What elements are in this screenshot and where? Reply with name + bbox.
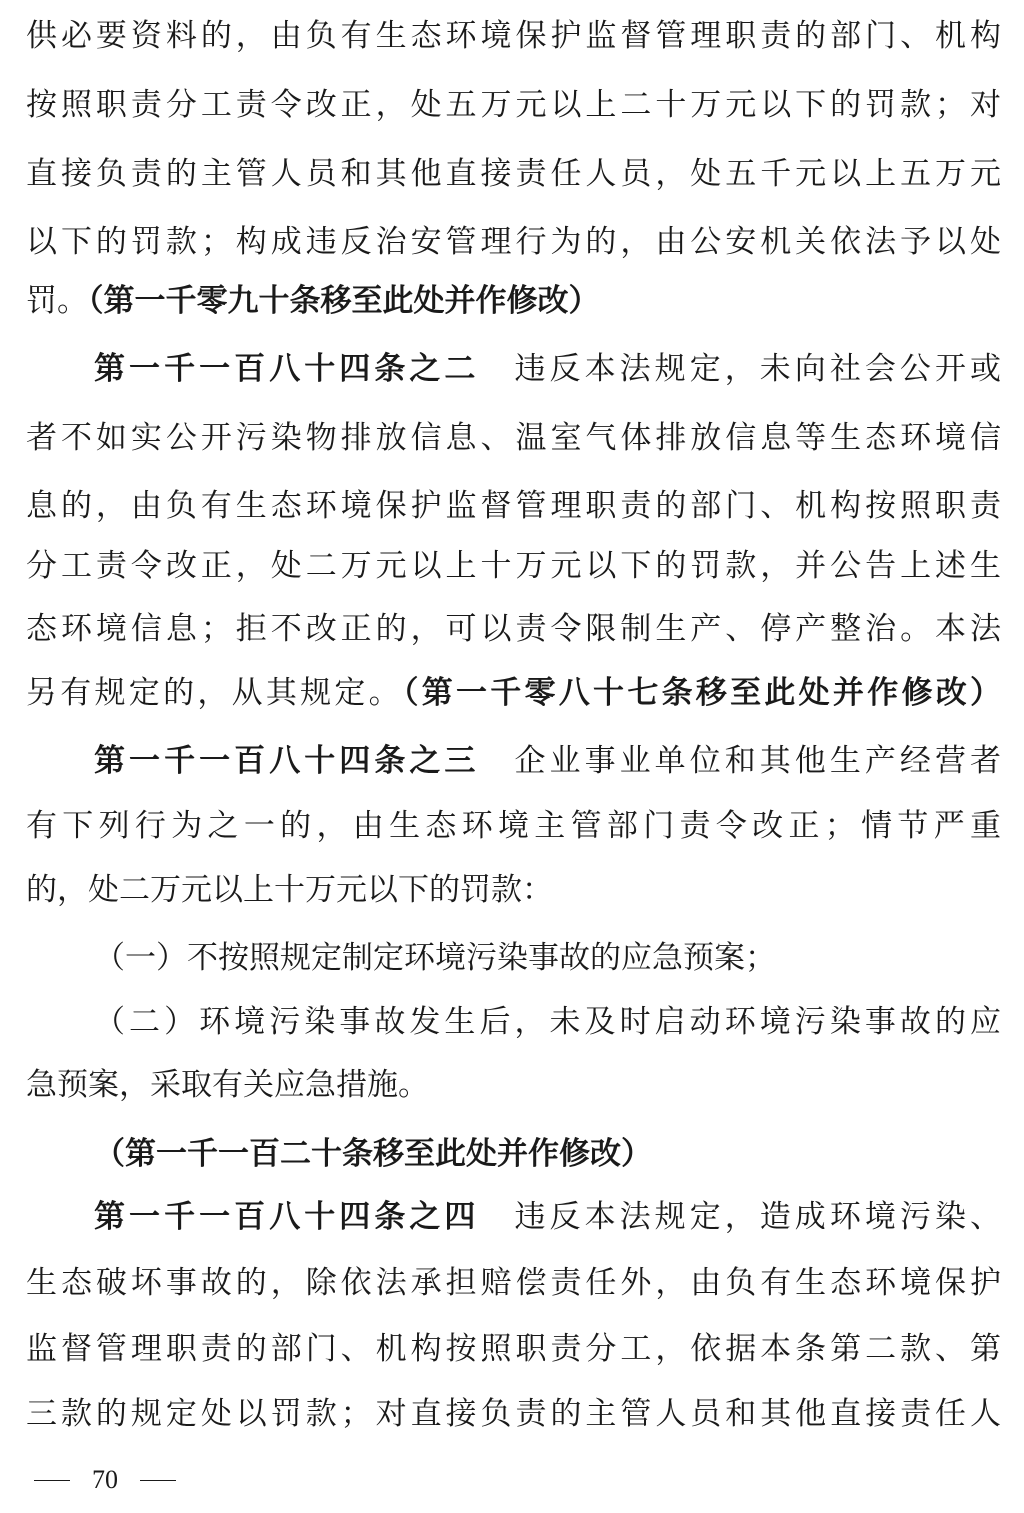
text-line [26, 8, 1001, 64]
line-text: 急预案，采取有关应急措施。 [26, 1067, 429, 1103]
line-text: 三款的规定处以罚款；对直接负责的主管人员和其他直接责任人 [26, 1396, 1001, 1432]
text-line [26, 798, 1001, 854]
line-text: 生态破坏事故的，除依法承担赔偿责任外，由负有生态环境保护 [26, 1265, 1001, 1301]
line-text: 另有规定的，从其规定。 [26, 675, 403, 711]
article-title: 第一千一百八十四条之二 [94, 351, 480, 387]
line-text: 态环境信息；拒不改正的，可以责令限制生产、停产整治。本法 [26, 611, 1001, 647]
line-text: （一）不按照规定制定环境污染事故的应急预案； [94, 940, 776, 976]
text-line [26, 77, 1001, 133]
line-text: 监督管理职责的部门、机构按照职责分工，依据本条第二款、第 [26, 1331, 1001, 1367]
text-line [26, 862, 1001, 918]
line-text: （二）环境污染事故发生后，未及时启动环境污染事故的应 [94, 1004, 1001, 1040]
amendment-note: （第一千一百二十条移至此处并作修改） [94, 1136, 652, 1172]
article-title: 第一千一百八十四条之三 [94, 743, 480, 779]
text-line [26, 538, 1001, 594]
line-text: 以下的罚款；构成违反治安管理行为的，由公安机关依法予以处 [26, 224, 1001, 260]
amendment-note: （第一千零八十七条移至此处并作修改） [402, 675, 1001, 711]
text-line [26, 665, 1001, 721]
article-heading-line [94, 341, 1001, 397]
article-heading-line [94, 1189, 1001, 1245]
article-heading-line [94, 733, 1001, 789]
text-line [26, 410, 1001, 466]
list-item [94, 994, 1001, 1050]
text-line [26, 146, 1001, 202]
line-text: 违反本法规定，未向社会公开或 [479, 351, 1001, 387]
amendment-note-line [94, 1126, 1001, 1182]
footer-dash-left [34, 1480, 70, 1481]
line-text: 罚。 [26, 283, 88, 319]
line-text: 者不如实公开污染物排放信息、温室气体排放信息等生态环境信 [26, 420, 1001, 456]
line-text: 息的，由负有生态环境保护监督管理职责的部门、机构按照职责 [26, 488, 1001, 524]
line-text: 直接负责的主管人员和其他直接责任人员，处五千元以上五万元 [26, 156, 1001, 192]
page-number: 70 [92, 1465, 118, 1494]
text-line [26, 273, 1001, 329]
line-text: 供必要资料的，由负有生态环境保护监督管理职责的部门、机构 [26, 18, 1001, 54]
text-line [26, 214, 1001, 270]
list-item [94, 930, 1001, 986]
line-text: 有下列行为之一的，由生态环境主管部门责令改正；情节严重 [26, 808, 1001, 844]
line-text: 企业事业单位和其他生产经营者 [479, 743, 1001, 779]
line-text: 的，处二万元以上十万元以下的罚款： [26, 872, 553, 908]
page-footer [34, 1460, 176, 1500]
line-text: 违反本法规定，造成环境污染、 [479, 1199, 1001, 1235]
article-title: 第一千一百八十四条之四 [94, 1199, 480, 1235]
footer-dash-right [140, 1480, 176, 1481]
line-text: 分工责令改正，处二万元以上十万元以下的罚款，并公告上述生 [26, 548, 1001, 584]
text-line [26, 1386, 1001, 1442]
text-line [26, 478, 1001, 534]
amendment-note: （第一千零九十条移至此处并作修改） [88, 283, 600, 319]
text-line [26, 1255, 1001, 1311]
line-text: 按照职责分工责令改正，处五万元以上二十万元以下的罚款；对 [26, 87, 1001, 123]
text-line [26, 601, 1001, 657]
text-line [26, 1321, 1001, 1377]
text-line [26, 1057, 1001, 1113]
